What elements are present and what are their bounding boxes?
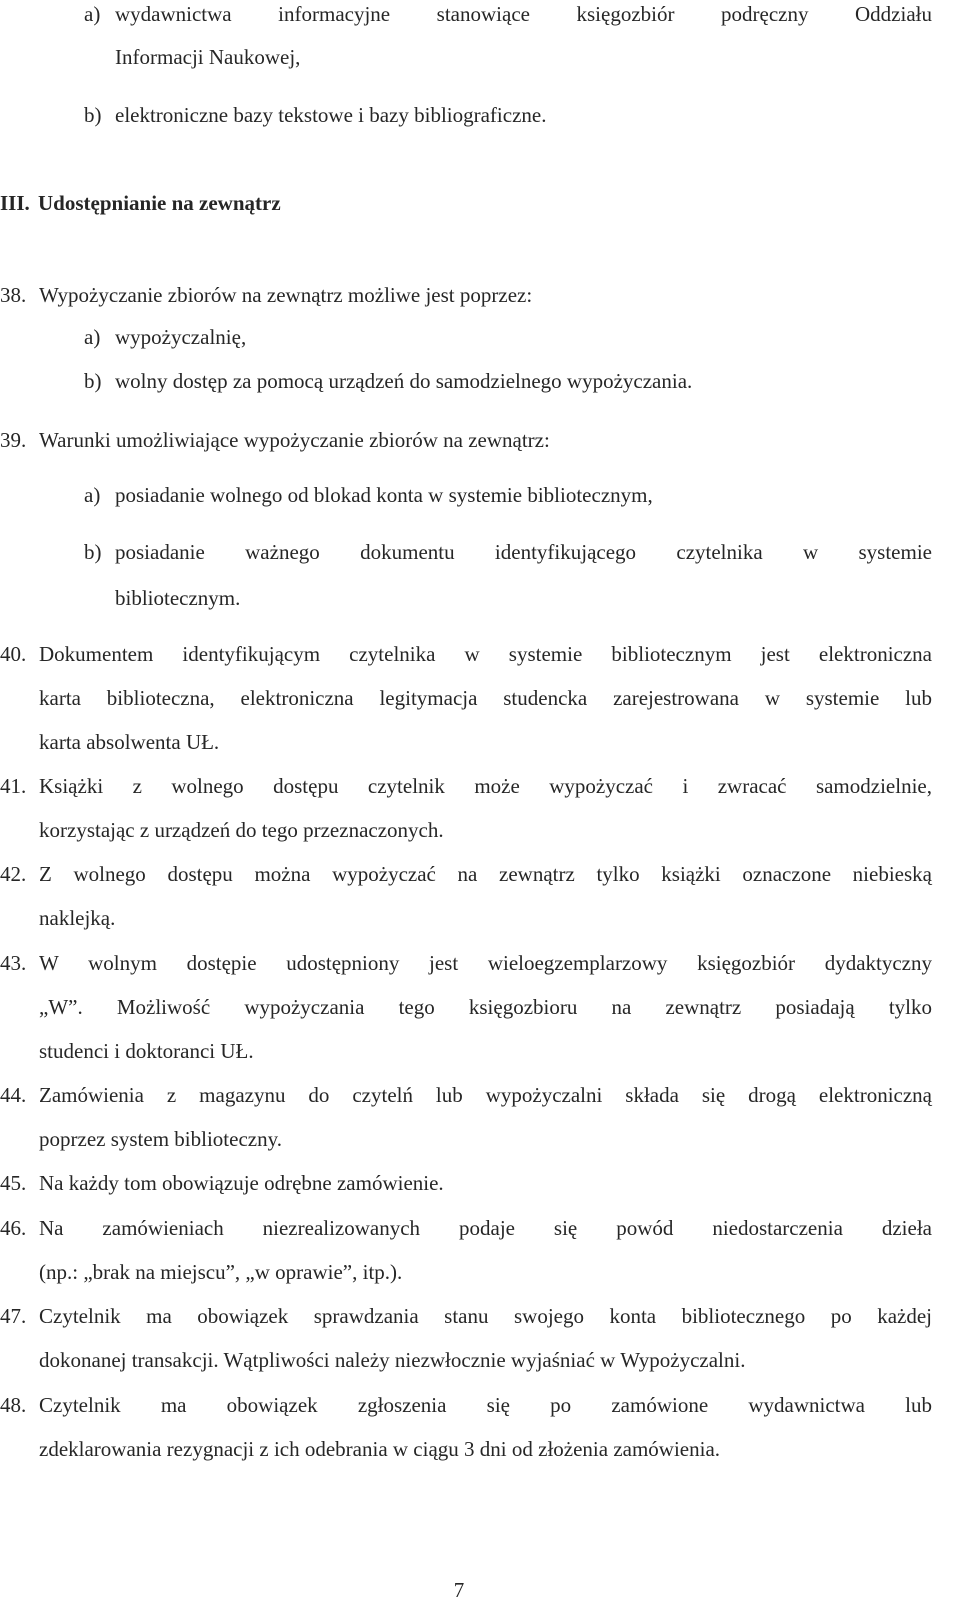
page-number: 7	[453, 1578, 465, 1602]
list-item-text: wolny dostęp za pomocą urządzeń do samodzielnego wypożyczania.	[115, 369, 693, 393]
point-text: Na zamówieniach niezrealizowanych podaje się powód niedostarczenia dzieła	[39, 1216, 932, 1240]
point-number: 46.	[0, 1216, 27, 1240]
list-label: b)	[84, 540, 102, 564]
point-number: 44.	[0, 1083, 27, 1107]
point-number: 45.	[0, 1171, 27, 1195]
point-text: studenci i doktoranci UŁ.	[39, 1039, 254, 1063]
list-label: a)	[84, 325, 101, 349]
list-label: a)	[84, 483, 101, 507]
section-title: Udostępnianie na zewnątrz	[38, 191, 281, 215]
list-item-text: posiadanie ważnego dokumentu identyfikującego czytelnika w systemie	[115, 540, 932, 564]
point-number: 39.	[0, 428, 27, 452]
point-number: 43.	[0, 951, 27, 975]
point-text: Dokumentem identyfikującym czytelnika w systemie bibliotecznym jest elektroniczna	[39, 642, 932, 666]
point-text: Czytelnik ma obowiązek sprawdzania stanu swojego konta bibliotecznego po każdej	[39, 1304, 932, 1328]
point-text: dokonanej transakcji. Wątpliwości należy niezwłocznie wyjaśniać w Wypożyczalni.	[39, 1348, 746, 1372]
list-item-text: wypożyczalnię,	[115, 325, 247, 349]
point-text: „W”. Możliwość wypożyczania tego księgozbioru na zewnątrz posiadają tylko	[39, 995, 932, 1019]
list-item-text: wydawnictwa informacyjne stanowiące księgozbiór podręczny Oddziału	[115, 2, 932, 26]
point-number: 47.	[0, 1304, 27, 1328]
list-item-text: posiadanie wolnego od blokad konta w systemie bibliotecznym,	[115, 483, 653, 507]
point-text: Zamówienia z magazynu do czytelń lub wypożyczalni składa się drogą elektroniczną	[39, 1083, 932, 1107]
point-text: (np.: „brak na miejscu”, „w oprawie”, itp.).	[39, 1260, 403, 1284]
point-number: 40.	[0, 642, 27, 666]
point-text: Książki z wolnego dostępu czytelnik może wypożyczać i zwracać samodzielnie,	[39, 774, 932, 798]
point-text: poprzez system biblioteczny.	[39, 1127, 282, 1151]
point-text: karta absolwenta UŁ.	[39, 730, 220, 754]
list-label: b)	[84, 369, 102, 393]
point-text: Czytelnik ma obowiązek zgłoszenia się po zamówione wydawnictwa lub	[39, 1393, 932, 1417]
point-number: 42.	[0, 862, 27, 886]
point-text: W wolnym dostępie udostępniony jest wieloegzemplarzowy księgozbiór dydaktyczny	[39, 951, 932, 975]
list-label: b)	[84, 103, 102, 127]
point-text: naklejką.	[39, 906, 116, 930]
point-text: Na każdy tom obowiązuje odrębne zamówienie.	[39, 1171, 444, 1195]
point-number: 48.	[0, 1393, 27, 1417]
section-number: III.	[0, 191, 30, 215]
point-number: 41.	[0, 774, 27, 798]
list-item-text: bibliotecznym.	[115, 586, 241, 610]
point-text: Z wolnego dostępu można wypożyczać na zewnątrz tylko książki oznaczone niebieską	[39, 862, 932, 886]
point-number: 38.	[0, 283, 27, 307]
list-item-text: Informacji Naukowej,	[115, 45, 301, 69]
point-text: zdeklarowania rezygnacji z ich odebrania w ciągu 3 dni od złożenia zamówienia.	[39, 1437, 721, 1461]
point-text: Wypożyczanie zbiorów na zewnątrz możliwe jest poprzez:	[39, 283, 533, 307]
point-text: Warunki umożliwiające wypożyczanie zbiorów na zewnątrz:	[39, 428, 550, 452]
list-label: a)	[84, 2, 101, 26]
list-item-text: elektroniczne bazy tekstowe i bazy bibliograficzne.	[115, 103, 547, 127]
point-text: korzystając z urządzeń do tego przeznaczonych.	[39, 818, 444, 842]
point-text: karta biblioteczna, elektroniczna legitymacja studencka zarejestrowana w systemie lub	[39, 686, 932, 710]
